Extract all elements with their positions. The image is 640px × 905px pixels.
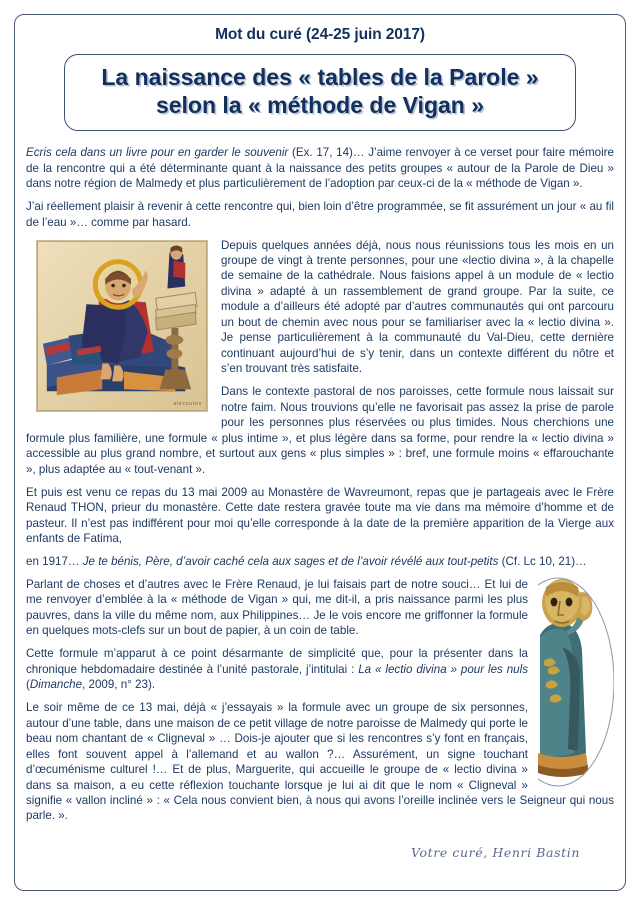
paragraph-6-pre: en 1917… (26, 554, 83, 568)
title-line-1: La naissance des « tables de la Parole » (101, 64, 539, 90)
article-title-italic: La « lectio divina » pour les nuls (358, 662, 529, 676)
scripture-quote-luke: Je te bénis, Père, d’avoir caché cela aux sages et de l’avoir révélé aux tout-petits (82, 554, 499, 568)
image-watermark: alecoutes (173, 400, 202, 407)
listening-statue-image (538, 577, 614, 787)
paragraph-5: Et puis est venu ce repas du 13 mai 2009 au Monastère de Wavreumont, repas que je partageais avec le Frère Renaud THON, prieur du monastère. Cette date restera gravée toute ma vie dans ma mémoire d’homme et de pasteur. Il n’est pas indifférent pour moi qu’elle corresponde à la date de la première apparition de la Vierge aux enfants de Fatima, (26, 485, 614, 545)
paragraph-6 (26, 554, 614, 569)
paragraph-8 (26, 646, 614, 692)
paragraph-4: Dans le contexte pastoral de nos paroisses, cette formule nous laissait sur notre faim. Nous trouvions qu’elle ne favorisait pas assez la prise de parole pour les personnes plus réservées ou plus timides. Nous cherchions une formule plus familière, une formule « plus intime », et plus légère dans sa forme, pour rendre la « lectio divina » accessible au plus grand nombre, et surtout aux gens « plus simples » : bref, une formule moins « effarouchante », plus adaptée au « tout-venant ». (26, 385, 614, 476)
title-box (64, 54, 576, 131)
paragraph-6-post: (Cf. Lc 10, 21)… (498, 554, 587, 568)
paragraph-1-rest: (Ex. 17, 14)… J’aime renvoyer à ce verset pour faire mémoire de la rencontre qui a été déterminante quant à la naissance des petits groupes « autour de la Parole de Dieu » dans notre région de Malmedy et plus particulièrement de l’adoption par ceux-ci de la « méthode de Vigan ». (26, 146, 614, 191)
title-line-2: selon la « méthode de Vigan » (155, 91, 485, 118)
publication-name-italic: Dimanche (29, 678, 83, 692)
listening-statue-illustration (538, 577, 614, 787)
paragraph-8-mid: ( (26, 678, 30, 692)
paragraph-9: Le soir même de ce 13 mai, déjà « j’essayais » la formule avec un groupe de six personnes, autour d’une table, dans une maison de ce petit village de notre paroisse de Malmedy qui porte le beau nom chantant de « Cligneval » … Dois-je ajouter que si les rencontres s’y font en français, elles font souvent appel à l’allemand et au wallon ?… Assurément, un signe touchant d’œcuménisme culturel !… Et de plus, Marguerite, qui accueille le groupe de « lectio divina » dans sa maison, a eu cette réflexion touchante lorsque je lui ai dit que le nom « Cligneval » signifie « vallon incliné » : « Cela nous convient bien, à nous qui avons l’oreille inclinée vers le Seigneur qui nous parle. ». (26, 701, 614, 823)
article-body (26, 145, 614, 831)
scripture-quote-lead: Ecris cela dans un livre pour en garder le souvenir (26, 146, 289, 160)
paragraph-7: Parlant de choses et d’autres avec le Frère Renaud, je lui faisais part de notre souci… Et lui de me renvoyer d’emblée à la « méthode de Vigan » qui, me dit-il, a pris naissance parmi les plus pauvres, dans la ville du même nom, aux Philippines… Je le vois encore me griffonner la formule en quelques mots-clefs sur un bout de papier, à un coin de table. (26, 577, 528, 638)
evangelist-icon-image (36, 240, 208, 412)
document-kicker: Mot du curé (24-25 juin 2017) (215, 26, 425, 43)
evangelist-icon-illustration (37, 241, 207, 411)
paragraph-8-post: , 2009, n° 23). (82, 678, 156, 692)
paragraph-3: Depuis quelques années déjà, nous nous réunissions tous les mois en un groupe de vingt à trente personnes, pour une «lectio divina », à la chapelle de semaine de la cathédrale. Nous faisions appel à un module de « lectio divina » adapté à un rassemblement de grand groupe. Par la suite, ce module a d’ailleurs été adopté par d’autres communautés qui ont parcouru un bout de chemin avec nous pour se familiariser avec la « lectio divina ». Je pense particulièrement à la communauté du Val-Dieu, cette dernière continuant aujourd’hui de s’y tenir, dans un contexte différent du nôtre et s’en trouvant très satisfaite. (221, 238, 614, 376)
signature: Votre curé, Henri Bastin (411, 845, 580, 861)
paragraph-1 (26, 145, 614, 191)
paragraph-8-pre: Cette formule m’apparut à ce point désarmante de simplicité que, pour la présenter dans la chronique hebdomadaire destinée à l’unité pastorale, j’intitulai : (26, 647, 528, 676)
paragraph-2: J’ai réellement plaisir à revenir à cette rencontre qui, bien loin d’être programmée, se fit assurément un jour « au fil de l’eau »… comme par hasard. (26, 200, 614, 229)
